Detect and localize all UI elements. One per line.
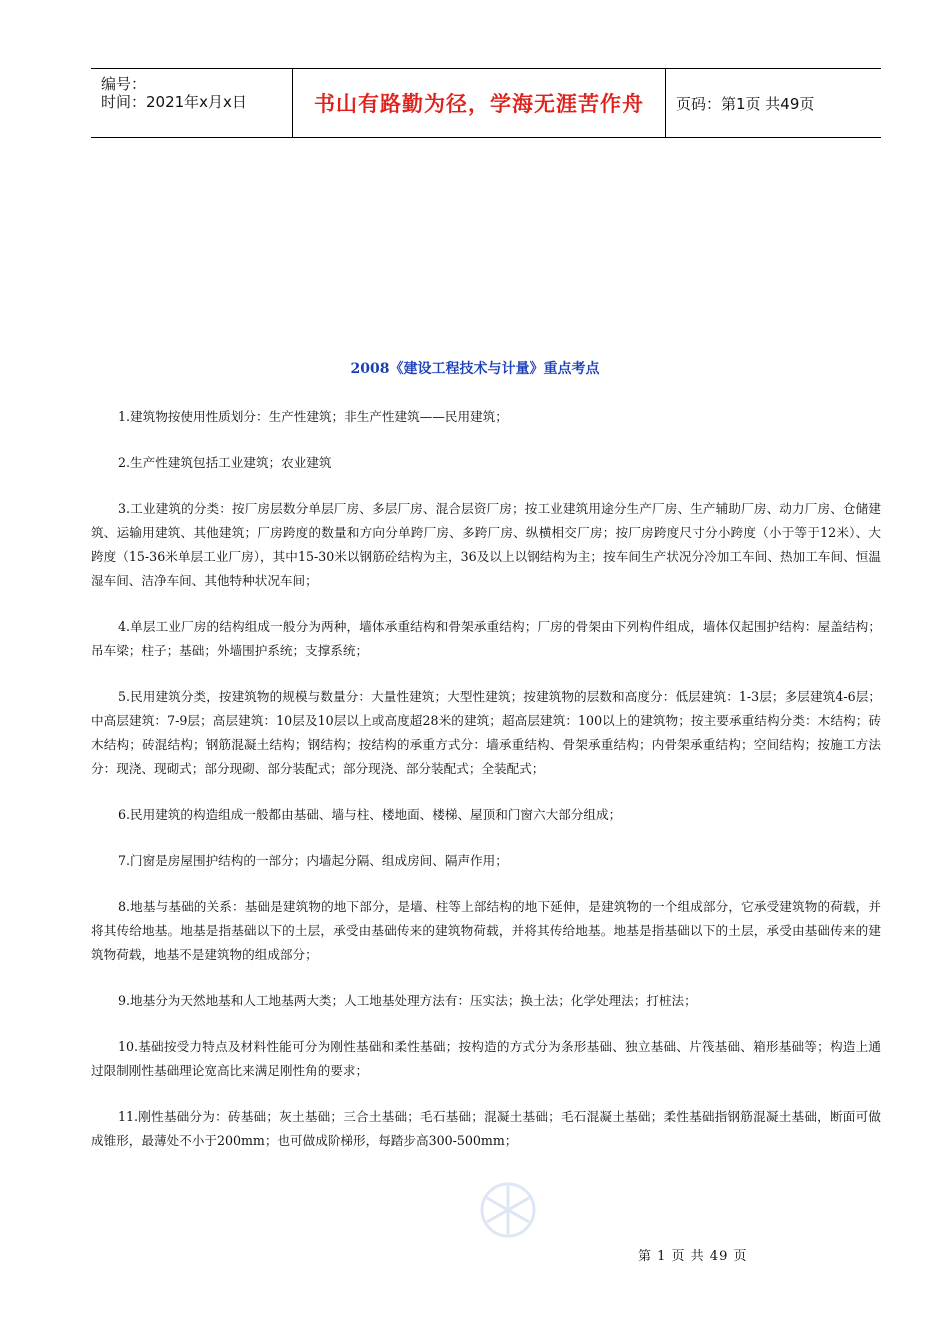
paragraph: 3.工业建筑的分类：按厂房层数分单层厂房、多层厂房、混合层资厂房；按工业建筑用途分生产厂房、生产辅助厂房、动力厂房、仓储建筑、运输用建筑、其他建筑；厂房跨度的数量和方向分单跨厂房、多跨厂房、纵横相交厂房；按厂房跨度尺寸分小跨度（小于等于12米）、大跨度（15-36米单层工业厂房），其中15-30米以钢筋砼结构为主，36及以上以钢结构为主；按车间生产状况分冷加工车间、热加工车间、恒温湿车间、洁净车间、其他特种状况车间； <box>91 501 881 588</box>
snowflake-watermark-icon <box>478 1180 538 1240</box>
paragraph: 6.民用建筑的构造组成一般都由基础、墙与柱、楼地面、楼梯、屋顶和门窗六大部分组成； <box>118 807 622 822</box>
paragraph: 2.生产性建筑包括工业建筑；农业建筑 <box>118 455 332 470</box>
paragraph: 9.地基分为天然地基和人工地基两大类；人工地基处理方法有：压实法；换土法；化学处理法；打桩法； <box>118 993 697 1008</box>
document-title: 2008《建设工程技术与计量》重点考点 <box>350 361 600 377</box>
document-body <box>91 405 881 1175</box>
doc-id-label: 编号： <box>101 75 147 93</box>
motto-text: 书山有路勤为径，学海无涯苦作舟 <box>314 92 644 116</box>
paragraph: 8.地基与基础的关系：基础是建筑物的地下部分，是墙、柱等上部结构的地下延伸，是建筑物的一个组成部分，它承受建筑物的荷载，并将其传给地基。地基是指基础以下的土层，承受由基础传来的建筑物荷载，并将其传给地基。地基是指基础以下的土层，承受由基础传来的建筑物荷载，地基不是建筑物的组成部分； <box>91 899 881 962</box>
doc-time-label: 时间：2021年x月x日 <box>101 93 247 111</box>
paragraph: 11.刚性基础分为：砖基础；灰土基础；三合土基础；毛石基础；混凝土基础；毛石混凝土基础；柔性基础指钢筋混凝土基础，断面可做成锥形，最薄处不小于200mm；也可做成阶梯形，每踏步高300-500mm； <box>91 1109 881 1148</box>
paragraph: 1.建筑物按使用性质划分：生产性建筑；非生产性建筑——民用建筑； <box>118 409 508 424</box>
paragraph: 4.单层工业厂房的结构组成一般分为两种，墙体承重结构和骨架承重结构；厂房的骨架由下列构件组成，墙体仅起围护结构：屋盖结构；吊车梁；柱子；基础；外墙围护系统；支撑系统； <box>91 619 881 658</box>
header-page-cell <box>666 69 881 137</box>
header-table <box>91 68 881 138</box>
page-footer: 第 1 页 共 49 页 <box>638 1249 748 1264</box>
page-info-text: 页码：第1页 共49页 <box>676 94 815 113</box>
header-motto-cell <box>293 69 666 137</box>
header-meta-cell <box>91 69 293 137</box>
paragraph: 7.门窗是房屋围护结构的一部分；内墙起分隔、组成房间、隔声作用； <box>118 853 508 868</box>
paragraph: 10.基础按受力特点及材料性能可分为刚性基础和柔性基础；按构造的方式分为条形基础、独立基础、片筏基础、箱形基础等；构造上通过限制刚性基础理论宽高比来满足刚性角的要求； <box>91 1039 881 1078</box>
paragraph: 5.民用建筑分类，按建筑物的规模与数量分：大量性建筑；大型性建筑；按建筑物的层数和高度分：低层建筑：1-3层；多层建筑4-6层；中高层建筑：7-9层；高层建筑：10层及10层以上或高度超28米的建筑；超高层建筑：100以上的建筑物；按主要承重结构分类：木结构；砖木结构；砖混结构；钢筋混凝土结构；钢结构；按结构的承重方式分：墙承重结构、骨架承重结构；内骨架承重结构；空间结构；按施工方法分：现浇、现砌式；部分现砌、部分装配式；部分现浇、部分装配式；全装配式； <box>91 689 881 776</box>
